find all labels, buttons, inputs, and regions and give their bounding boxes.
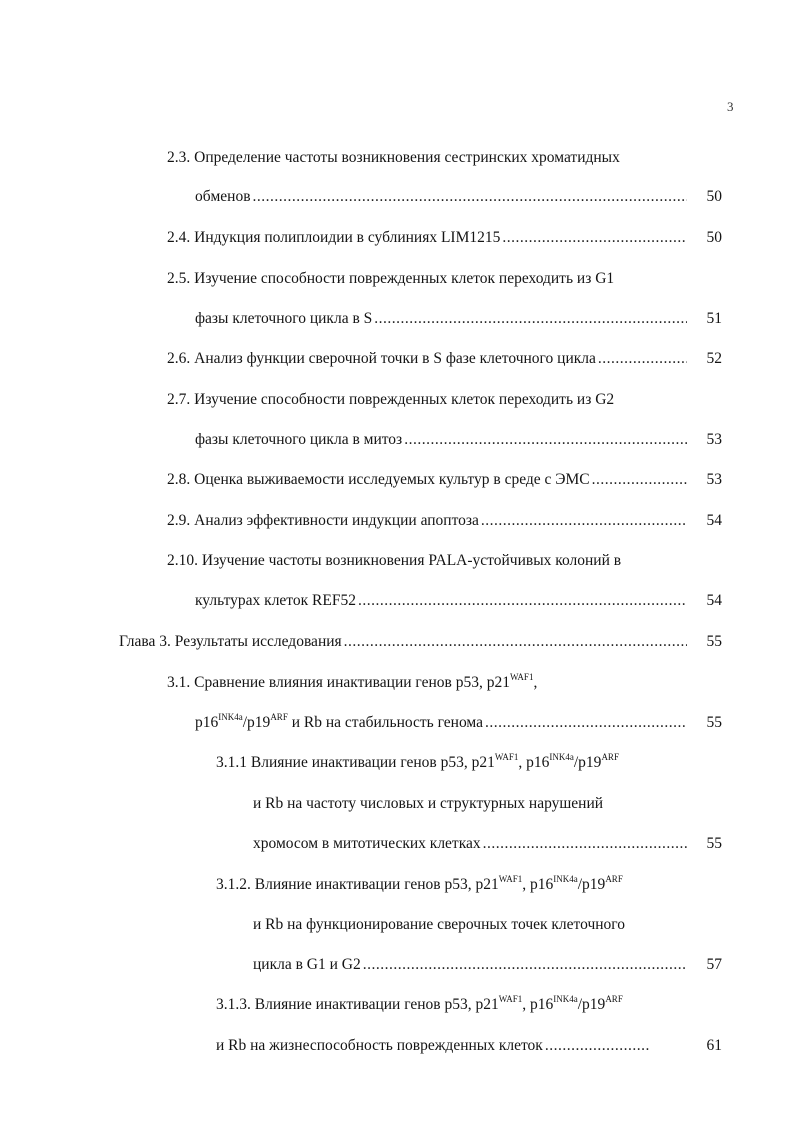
toc-entry-3-1-1-line3 xyxy=(253,832,689,856)
toc-text: p16 xyxy=(195,714,219,731)
toc-text: 3.1.2. Влияние инактивации генов p53, p21 xyxy=(216,876,499,893)
toc-page-number: 54 xyxy=(706,512,722,529)
dot-leader xyxy=(404,428,687,452)
toc-page-number: 57 xyxy=(706,956,722,973)
toc-entry-2-4 xyxy=(167,226,689,250)
toc-page-number: 50 xyxy=(706,229,722,246)
toc-text: , p16 xyxy=(518,754,550,771)
toc-page-number: 55 xyxy=(706,633,722,650)
toc-entry-2-10-line1: 2.10. Изучение частоты возникновения PALA-устойчивых колоний в xyxy=(167,552,622,569)
superscript: ARF xyxy=(605,874,623,884)
dot-leader xyxy=(253,185,687,209)
superscript: INK4a xyxy=(549,752,574,762)
dot-leader xyxy=(592,468,687,492)
toc-entry-2-5-line1: 2.5. Изучение способности поврежденных клеток переходить из G1 xyxy=(167,270,615,287)
superscript: INK4a xyxy=(553,994,578,1004)
toc-page-number: 61 xyxy=(706,1037,722,1054)
toc-text: , xyxy=(533,674,538,691)
toc-page-number: 55 xyxy=(706,714,722,731)
superscript: WAF1 xyxy=(494,752,519,762)
toc-page-number: 50 xyxy=(706,188,722,205)
toc-entry-text: 2.4. Индукция полиплоидии в сублиниях LIM1215 xyxy=(167,229,501,246)
toc-text: 3.1.1 Влияние инактивации генов p53, p21 xyxy=(216,754,495,771)
toc-entry-2-3-line1: 2.3. Определение частоты возникновения сестринских хроматидных xyxy=(167,149,620,166)
dot-leader xyxy=(481,509,687,533)
superscript: WAF1 xyxy=(498,994,523,1004)
toc-page-number: 54 xyxy=(706,592,722,609)
superscript: WAF1 xyxy=(509,672,534,682)
toc-text: /p19 xyxy=(573,754,602,771)
toc-entry-text: 2.9. Анализ эффективности индукции апоптоза xyxy=(167,512,479,529)
dot-leader xyxy=(374,307,687,331)
toc-entry-text: 2.6. Анализ функции сверочной точки в S фазе клеточного цикла xyxy=(167,350,596,367)
toc-page-number: 52 xyxy=(706,350,722,367)
toc-text: , p16 xyxy=(522,996,554,1013)
toc-entry-2-10-line2 xyxy=(195,589,689,613)
toc-text: , p16 xyxy=(522,876,554,893)
toc-entry-text: 2.8. Оценка выживаемости исследуемых культур в среде с ЭМС xyxy=(167,471,590,488)
dot-leader xyxy=(344,630,687,654)
toc-entry-3-1-2-line2: и Rb на функционирование сверочных точек клеточного xyxy=(253,916,626,933)
toc-entry-2-6 xyxy=(167,347,689,371)
toc-entry-3-1-3-line1 xyxy=(216,993,623,1017)
toc-entry-text: культурах клеток REF52 xyxy=(195,592,356,609)
toc-entry-2-3-line2 xyxy=(195,185,689,209)
toc-entry-text: фазы клеточного цикла в митоз xyxy=(195,431,403,448)
toc-text: /p19 xyxy=(577,876,606,893)
superscript: INK4a xyxy=(218,712,243,722)
toc-entry-2-7-line2 xyxy=(195,428,689,452)
page-number: 3 xyxy=(727,99,734,114)
dot-leader xyxy=(363,953,687,977)
toc-text: 3.1. Сравнение влияния инактивации генов p53, p21 xyxy=(167,674,510,691)
toc-entry-3-1-line1 xyxy=(167,671,537,695)
superscript: ARF xyxy=(605,994,623,1004)
dot-leader xyxy=(358,589,687,613)
toc-text: 3.1.3. Влияние инактивации генов p53, p21 xyxy=(216,996,499,1013)
toc-entry-3-1-1-line1 xyxy=(216,751,619,775)
toc-text: /p19 xyxy=(577,996,606,1013)
toc-page-number: 53 xyxy=(706,431,722,448)
toc-page-number: 51 xyxy=(706,310,722,327)
dot-leader xyxy=(485,711,687,735)
dot-leader xyxy=(483,832,687,856)
superscript: WAF1 xyxy=(498,874,523,884)
superscript: ARF xyxy=(601,752,619,762)
toc-entry-text: и Rb на жизнеспособность поврежденных клеток xyxy=(216,1037,543,1054)
toc-entry-text: хромосом в митотических клетках xyxy=(253,835,481,852)
toc-entry-2-7-line1: 2.7. Изучение способности поврежденных клеток переходить из G2 xyxy=(167,391,615,408)
toc-entry-3-1-3-line2 xyxy=(216,1034,652,1058)
superscript: INK4a xyxy=(553,874,578,884)
superscript: ARF xyxy=(270,712,288,722)
toc-entry-text: Глава 3. Результаты исследования xyxy=(119,633,342,650)
dot-leader xyxy=(545,1034,650,1058)
dot-leader xyxy=(598,347,687,371)
toc-entry-3-1-line2 xyxy=(195,711,689,735)
toc-entry-2-8 xyxy=(167,468,689,492)
toc-entry-3-1-2-line3 xyxy=(253,953,689,977)
toc-entry-3-1-2-line1 xyxy=(216,873,623,897)
dot-leader xyxy=(502,226,687,250)
toc-entry-text: фазы клеточного цикла в S xyxy=(195,310,373,327)
toc-text: и Rb на стабильность генома xyxy=(287,714,483,731)
toc-entry-text: обменов xyxy=(195,188,251,205)
toc-entry-3-1-1-line2: и Rb на частоту числовых и структурных нарушений xyxy=(253,795,604,812)
toc-page-number: 53 xyxy=(706,471,722,488)
toc-chapter-3 xyxy=(119,630,689,654)
toc-entry-2-5-line2 xyxy=(195,307,689,331)
toc-page-number: 55 xyxy=(706,835,722,852)
toc-entry-text: цикла в G1 и G2 xyxy=(253,956,361,973)
toc-entry-2-9 xyxy=(167,509,689,533)
toc-text: /p19 xyxy=(242,714,271,731)
toc-entry-text xyxy=(195,711,483,735)
